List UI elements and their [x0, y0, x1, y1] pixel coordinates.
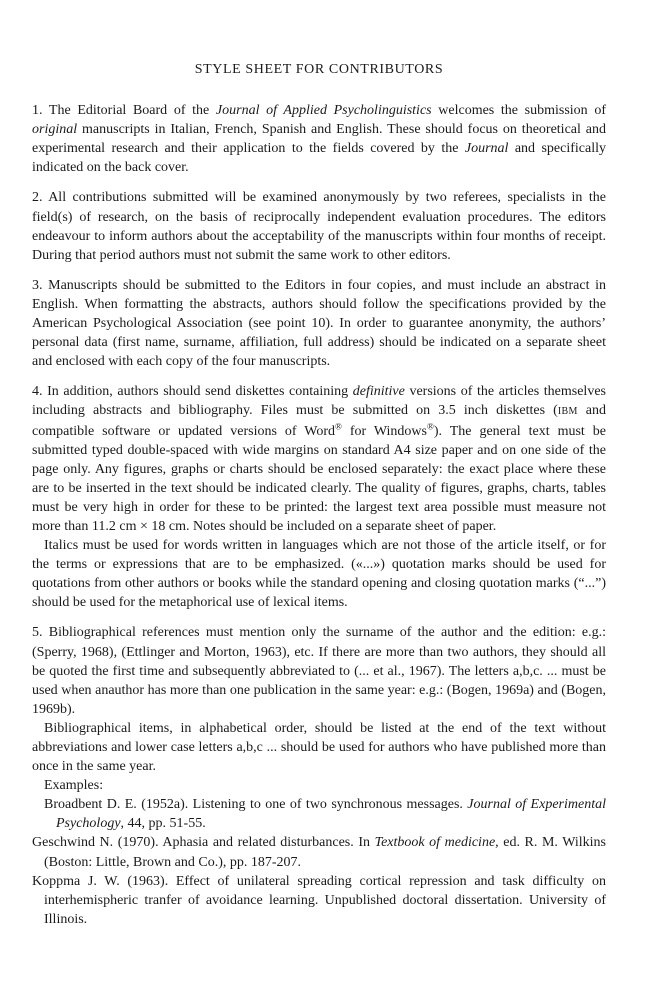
- section-5-bibliography-paragraph: Bibliographical items, in alphabetical order, should be listed at the end of the text without abbreviations and lower case letters a,b,c ... should be used for authors who have published more than once in the same year.: [32, 720, 606, 775]
- journal-name: Journal of Applied Psycholinguistics: [215, 103, 432, 119]
- reference-source: Textbook of medicine: [374, 835, 496, 851]
- section-5-paragraph: 5. Bibliographical references must mention only the surname of the author and the edition: e.g.: (Sperry, 1968), (Ettlinger and Morton, 1963), etc. If there are more than two authors, they should all be quoted the first time and subsequently abbreviated to (... et al., 1967). The letters a,b,c. ... must be used when anauthor has more than one publication in the same year: e.g.: (Bogen, 1969a) and (Bogen, 1969b).: [32, 625, 606, 717]
- text-run: 4. In addition, authors should send diskettes containing: [32, 384, 353, 400]
- emphasis-definitive: definitive: [352, 384, 405, 400]
- text-run: welcomes the submission of: [431, 103, 606, 119]
- reference-text: Broadbent D. E. (1952a). Listening to one of two synchronous messages.: [44, 797, 468, 813]
- style-sheet-page: [32, 60, 606, 940]
- section-2-paragraph: 2. All contributions submitted will be examined anonymously by two referees, specialists in the field(s) of research, on the basis of reciprocally independent evaluation procedures. The editors endeavour to inform authors about the acceptability of the manuscripts within four months of receipt. During that period authors must not submit the same work to other editors.: [32, 190, 606, 263]
- section-4: [32, 382, 606, 612]
- section-3: [32, 276, 606, 371]
- reference-details: , 44, pp. 51-55.: [120, 816, 206, 832]
- section-2: [32, 188, 606, 264]
- reference-details: , ed. R. M. Wilkins (Boston: Little, Brown and Co.), pp. 187-207.: [44, 835, 606, 870]
- registered-mark: ®: [335, 420, 342, 431]
- emphasis-original: original: [32, 122, 78, 138]
- text-run: manuscripts in Italian, French, Spanish and English. These should focus on theoretical and experimental research and their application to the fields covered by the: [32, 122, 606, 157]
- text-run: ). The general text must be submitted typed double-spaced with wide margins on standard A4 size paper and on one side of the page only. Any figures, graphs or charts should be enclosed separately: the exact place where these are to be inserted in the text should be indicated clearly. The quality of figures, graphs, charts, tables must be very high in order for these to be printed: the largest text area possible must measure not more than 11.2 cm × 18 cm. Notes should be included on a separate sheet of paper.: [32, 423, 606, 534]
- section-4-italics-paragraph: Italics must be used for words written in languages which are not those of the article itself, or for the terms or expressions that are to be emphasized. («...») quotation marks should be used for quotations from other authors or books while the standard opening and closing quotation marks (“...”) should be used for the metaphorical use of lexical items.: [32, 538, 606, 611]
- text-run: and specifically indicated on the back cover.: [32, 141, 606, 176]
- journal-word: Journal: [464, 141, 509, 157]
- reference-item: [32, 795, 606, 833]
- section-1: [32, 101, 606, 177]
- text-run: versions of the articles themselves including abstracts and bibliography. Files must be submitted on 3.5 inch diskettes (: [32, 384, 606, 419]
- reference-text: Geschwind N. (1970). Aphasia and related disturbances. In: [32, 835, 375, 851]
- text-run: and compatible software or updated versions of Word: [32, 403, 606, 439]
- reference-item: [32, 872, 606, 929]
- ibm-small-caps: IBM: [557, 406, 578, 418]
- section-3-paragraph: 3. Manuscripts should be submitted to the Editors in four copies, and must include an abstract in English. When formatting the abstracts, authors should follow the specifications provided by the American Psychological Association (see point 10). In order to guarantee anonymity, the authors’ personal data (first name, surname, affiliation, full address) should be indicated on a separate sheet and enclosed with each copy of the four manuscripts.: [32, 277, 606, 370]
- page-title: STYLE SHEET FOR CONTRIBUTORS: [194, 62, 444, 77]
- section-1-paragraph: [32, 101, 606, 177]
- examples-label: Examples:: [44, 778, 104, 794]
- reference-text: Koppma J. W. (1963). Effect of unilateral spreading cortical repression and task difficulty on interhemispheric tranfer of avoidance learning. Unpublished doctoral dissertation. University of Illinois.: [32, 873, 606, 927]
- text-run: for Windows: [341, 423, 427, 439]
- text-run: 1. The Editorial Board of the: [32, 103, 216, 119]
- section-4-paragraph: [32, 382, 606, 536]
- reference-item: [32, 833, 606, 871]
- reference-source: Journal of Experimental Psychology: [56, 797, 606, 832]
- section-5: [32, 623, 606, 929]
- registered-mark: ®: [427, 420, 434, 431]
